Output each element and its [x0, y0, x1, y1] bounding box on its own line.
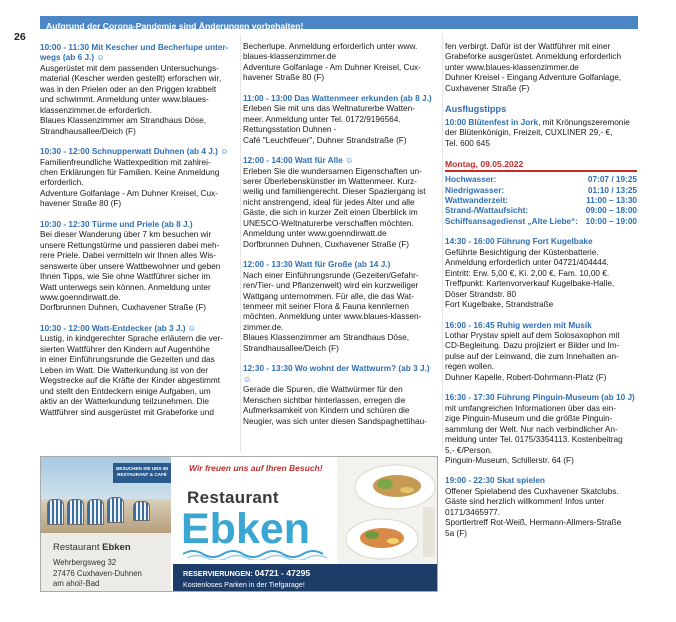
- ad-address: [53, 558, 142, 590]
- event-text: Lustig, in kindgerechter Sprache erläutern die ver-: [40, 334, 223, 344]
- event-text: senswerte über unsere Wattbewohner und geben: [40, 261, 221, 271]
- event-text: Café "Leuchtfeuer", Duhner Strandstraße (F): [243, 135, 407, 145]
- schedule-value: 07:07 / 19:25: [587, 175, 637, 185]
- banner-text: Aufgrund der Corona-Pandemie sind Änderungen vorbehalten!: [46, 21, 304, 31]
- event-item: [40, 324, 237, 418]
- event-title: 10:30 - 12:00 Schnupperwatt Duhnen (ab 4 J.) ☺: [40, 147, 229, 157]
- event-item: [40, 147, 237, 210]
- event-text: Bei dieser Wanderung über 7 km besuchen wir: [40, 230, 212, 240]
- event-text: Gäste, die sich in kurzer Zeit einen Überblick im: [243, 208, 418, 218]
- corona-banner: [40, 16, 638, 29]
- column-2: [243, 42, 439, 437]
- ribbon-line: RESTAURANT & CAFÉ: [117, 472, 167, 478]
- dish-icon: [337, 457, 438, 564]
- text-line: blaues-klassenzimmer.de: [243, 52, 337, 62]
- reservation-phone[interactable]: 04721 - 47295: [254, 568, 311, 578]
- brand-ebken: Ebken: [181, 505, 311, 553]
- event-title: 10:00 - 11:30 Mit Kescher und Becherlupe unter-: [40, 43, 229, 52]
- column-1: [40, 43, 237, 428]
- event-text: Neugier, was sich unter diesen Sandspaghettihau-: [243, 416, 427, 426]
- reservation-label: RESERVIERUNGEN:: [183, 569, 255, 578]
- ad-name-bold: Ebken: [102, 542, 131, 553]
- event-text: Ausgerüstet mit dem passenden Untersuchungs-: [40, 63, 219, 73]
- schedule-label: Wattwanderzeit:: [445, 195, 508, 205]
- event-title: 11:00 - 13:00 Das Wattenmeer erkunden (ab 8 J.): [243, 93, 432, 103]
- event-text: meer. Anmeldung unter Tel. 0172/9196564.: [243, 114, 401, 124]
- event-text: Rettungsstation Duhnen -: [243, 125, 337, 135]
- event-text: Döser Strandstr. 80: [445, 289, 517, 299]
- event-text: in einer Einführungsrunde die Gezeiten und das: [40, 355, 215, 365]
- event-text: Lothar Prystav spielt auf dem Solosaxophon mit: [445, 330, 620, 340]
- event-text: Wattführer sind ausgerüstet mit Grabeforke und: [40, 407, 214, 417]
- text-line: unter www.blaues-klassenzimmer.de: [445, 62, 579, 72]
- event-text: Nach einer Einführungsrunde (Gezeiten/Gefahr-: [243, 270, 419, 280]
- event-text: regen wollen.: [445, 362, 495, 372]
- tide-schedule: [445, 175, 637, 227]
- event-text: klassenzimmer.de erforderlich.: [40, 105, 152, 115]
- event-text: möchten. Anmeldung unter www.blaues-klassen-: [243, 312, 422, 322]
- beach-chair-icon: [133, 501, 150, 521]
- event-text: chen Erklärungen für Familien. Keine Anmeldung: [40, 167, 220, 177]
- schedule-value: 01:10 / 13:25: [587, 185, 637, 195]
- event-item: [243, 260, 439, 354]
- parking-note: Kostenloses Parken in der Tiefgarage!: [183, 580, 305, 589]
- event-item: [243, 364, 439, 427]
- event-text: www.goenndirwatt.de.: [40, 292, 121, 302]
- ad-slogan: Wir freuen uns auf Ihren Besuch!: [189, 463, 323, 473]
- beach-chair-icon: [87, 499, 104, 525]
- reservation-line: [183, 568, 310, 578]
- excursion-title: 10:00 Blütenfest in Jork: [445, 117, 539, 127]
- event-item: [445, 237, 637, 310]
- beach-chair-icon: [47, 499, 64, 525]
- schedule-value: 10:00 – 19:00: [585, 216, 637, 226]
- excursion-heading: Ausflugstipps: [445, 104, 507, 115]
- event-text: Dorfbrunnen Duhnen, Cuxhavener Straße (F): [243, 239, 409, 249]
- text-line: Cuxhavener Straße (F): [445, 83, 530, 93]
- event-title: wegs (ab 6 J.) ☺: [40, 53, 105, 63]
- event-text: sierten Wattführer den Kindern auf Augenhöhe: [40, 344, 210, 354]
- event-text: Ihnen Tipps, wie Sie ohne Wattführer sicher im: [40, 272, 211, 282]
- event-text: Dorfbrunnen Duhnen, Cuxhavener Straße (F): [40, 303, 206, 313]
- ad-left-panel: [41, 457, 171, 592]
- event-title: 14:30 - 16:00 Führung Fort Kugelbake: [445, 237, 593, 247]
- event-title: 12:00 - 13:30 Watt für Große (ab 14 J.): [243, 260, 391, 270]
- column-divider: [240, 34, 241, 452]
- event-text: mit umfangreichen Informationen über das ein-: [445, 403, 617, 413]
- schedule-row: [445, 217, 637, 227]
- address-line: Wehrbergsweg 32: [53, 558, 117, 567]
- brand-restaurant: Restaurant: [187, 488, 279, 507]
- text-line: Duhner Kreisel - Eingang Adventure Golfanlage,: [445, 73, 622, 83]
- event-title: 16:30 - 17:30 Führung Pinguin-Museum (ab 10 J): [445, 393, 635, 403]
- event-text: was in den Prielen oder an den Priggen krabbelt: [40, 84, 217, 94]
- column-3: [445, 42, 637, 549]
- event-item: [445, 321, 637, 384]
- event-text: und stellt den Entdeckern einige Aufgaben, um: [40, 386, 211, 396]
- event-item: [445, 476, 637, 539]
- beach-chair-icon: [67, 499, 84, 525]
- schedule-value: 11:00 – 13:30: [586, 195, 637, 205]
- event-title: 10:30 - 12:30 Türme und Priele (ab 8 J.): [40, 219, 193, 229]
- event-text: Anmeldung unter www.goenndirwatt.de: [243, 229, 387, 239]
- schedule-row: [445, 175, 637, 185]
- event-text: havener Straße 80 (F): [40, 199, 122, 209]
- event-text: Gäste sind herzlich willkommen! Infos unter: [445, 497, 605, 507]
- event-text: Strandhausallee/Deich (F): [243, 343, 339, 353]
- event-text: Watt unterwegs sein können. Anmeldung unter: [40, 282, 211, 292]
- event-text: UNESCO-Weltnaturerbe verschaffen möchten.: [243, 218, 414, 228]
- event-text: Strandhausallee/Deich (F): [40, 126, 136, 136]
- event-text: Treffpunkt: Kartenvorverkauf Kugelbake-Halle,: [445, 279, 615, 289]
- text-line: havener Straße 80 (F): [243, 73, 325, 83]
- event-text: Familienfreundliche Wattexpedition mit zahlrei-: [40, 157, 211, 167]
- date-heading-bar: [445, 159, 637, 172]
- event-text: und schwimmt. Anmeldung unter www.blaues-: [40, 95, 209, 105]
- visit-ribbon: [113, 463, 171, 483]
- schedule-label: Hochwasser:: [445, 175, 497, 185]
- excursion-body: Tel. 600 645: [445, 138, 490, 148]
- event-text: meldung unter Tel. 0175/3354113. Kostenbeitrag: [445, 435, 623, 445]
- schedule-label: Schiffsansagedienst „Alte Liebe“:: [445, 216, 578, 226]
- continued-text: [243, 42, 439, 84]
- ribbon-line: BESUCHEN SIE UNS IM: [116, 466, 168, 471]
- restaurant-ad[interactable]: [40, 456, 438, 592]
- excursion-section: [445, 104, 637, 149]
- event-item: [40, 43, 237, 137]
- event-text: tenmeer mit seiner Flora & Fauna kennlernen: [243, 301, 409, 311]
- date-heading: Montag, 09.05.2022: [445, 159, 524, 170]
- event-text: sammlung der Welt. Nur nach verbindlicher An-: [445, 424, 618, 434]
- event-title: 19:00 - 22:30 Skat spielen: [445, 476, 545, 486]
- schedule-value: 09:00 – 18:00: [585, 206, 637, 216]
- event-text: Erleben Sie mit uns das Weltnaturerbe Watten-: [243, 104, 415, 114]
- event-text: Wattgang unternommen. Für alle, die das Wat-: [243, 291, 414, 301]
- event-text: Wegstrecke auf die Kräfte der Kinder abgestimmt: [40, 376, 221, 386]
- event-text: Anmeldung erforderlich unter 04721/404444.: [445, 258, 609, 268]
- excursion-title-rest: , mit Krönungszeremonie: [538, 117, 630, 127]
- event-text: Duhner Kapelle, Robert-Dohrmann-Platz (F): [445, 372, 607, 382]
- event-text: 0171/3465977.: [445, 507, 501, 517]
- event-text: CD-Begleitung. Dazu projiziert er Bilder und Im-: [445, 341, 620, 351]
- event-text: 5,- €/Person.: [445, 445, 493, 455]
- event-text: Gerade die Spuren, die Wattwürmer für den: [243, 385, 403, 395]
- event-text: Blaues Klassenzimmer am Strandhaus Döse,: [40, 116, 206, 126]
- ad-restaurant-name: [53, 542, 131, 553]
- schedule-row: [445, 186, 637, 196]
- event-text: Sportlertreff Rot-Weiß, Hermann-Allmers-Straße: [445, 518, 622, 528]
- page-number: 26: [14, 31, 26, 43]
- event-text: Menschen sichtbar hinterlassen, erregen die: [243, 395, 406, 405]
- event-text: 5a (F): [445, 528, 468, 538]
- column-divider: [442, 34, 443, 452]
- event-text: rere Priele. Dabei vermitteln wir Ihnen alles Wis-: [40, 251, 217, 261]
- waves-icon: [183, 548, 333, 560]
- event-text: serer Überlebenskünstler im Wattenmeer. Kurz-: [243, 176, 417, 186]
- excursion-body: der Blütenkönigin, Freizeit, CUXLINER 29,- €,: [445, 128, 613, 138]
- event-text: unsere Rettungstürme und passieren dabei meh-: [40, 240, 220, 250]
- address-line: 27476 Cuxhaven-Duhnen: [53, 568, 142, 578]
- event-text: Adventure Golfanlage - Am Duhner Kreisel, Cux-: [40, 188, 218, 198]
- event-title: 16:00 - 16:45 Ruhig werden mit Musik: [445, 320, 592, 330]
- event-item: [40, 220, 237, 314]
- event-text: Offener Spielabend des Cuxhavener Skatclubs.: [445, 486, 619, 496]
- event-text: Geführte Besichtigung der Küstenbatterie.: [445, 247, 599, 257]
- event-title: 12:30 - 13:30 Wo wohnt der Wattwurm? (ab 3 J.) ☺: [243, 364, 430, 384]
- event-text: Erleben Sie die wundersamen Eigenschaften un-: [243, 166, 422, 176]
- event-text: Leben im Watt. Die Watterkundung ist von der: [40, 365, 209, 375]
- text-line: Becherlupe. Anmeldung erforderlich unter www.: [243, 42, 418, 51]
- event-item: [445, 393, 637, 466]
- event-text: Eintritt: Erw. 5,00 €, Ki. 2,00 €, Fam. 10,00 €.: [445, 268, 610, 278]
- event-text: material (Kescher werden gestellt) erforschen wir,: [40, 74, 222, 84]
- reservation-bar: [173, 564, 438, 592]
- event-text: aktiv an der Watterkundung teilzunehmen. Die: [40, 397, 209, 407]
- text-line: Adventure Golfanlage - Am Duhner Kreisel, Cux-: [243, 62, 421, 72]
- address-line: am ahoi!-Bad: [53, 579, 100, 588]
- event-text: weilig und familiengerecht. Dieser Spaziergang ist: [243, 187, 426, 197]
- beach-chair-icon: [107, 497, 124, 523]
- schedule-label: Niedrigwasser:: [445, 185, 505, 195]
- event-text: pulse auf der Leinwand, die zum Innehalten an-: [445, 351, 619, 361]
- event-text: erforderlich.: [40, 178, 84, 188]
- event-text: Pinguin-Museum, Schillerstr. 64 (F): [445, 455, 574, 465]
- food-photo: [337, 457, 438, 564]
- ad-name-prefix: Restaurant: [53, 542, 103, 553]
- event-text: Aufmerksamkeit von Kindern und schüren die: [243, 406, 410, 416]
- continued-text: [445, 42, 637, 94]
- schedule-row: [445, 206, 637, 216]
- event-text: Fort Kugelbake, Strandstraße: [445, 300, 554, 310]
- event-text: ren/Tier- und Pflanzenwelt) wird ein kurzweiliger: [243, 281, 419, 291]
- event-text: zimmer.de.: [243, 322, 284, 332]
- text-line: fen verbirgt. Dafür ist der Wattführer mit einer: [445, 42, 611, 51]
- event-title: 10:30 - 12:00 Watt-Entdecker (ab 3 J.) ☺: [40, 323, 197, 333]
- event-item: [243, 94, 439, 146]
- event-text: nicht anstrengend, ideal für jedes Alter und alle: [243, 197, 415, 207]
- schedule-row: [445, 196, 637, 206]
- schedule-label: Strand-/Wattaufsicht:: [445, 206, 529, 216]
- event-text: Blaues Klassenzimmer am Strandhaus Döse,: [243, 333, 409, 343]
- text-line: Grabeforke ausgerüstet. Anmeldung erforderlich: [445, 52, 622, 62]
- event-title: 12:00 - 14:00 Watt für Alle ☺: [243, 156, 354, 166]
- event-text: zige Pinguin-Museum und die größte Pinguin-: [445, 414, 613, 424]
- beach-chairs-photo: [41, 457, 171, 533]
- event-item: [243, 156, 439, 250]
